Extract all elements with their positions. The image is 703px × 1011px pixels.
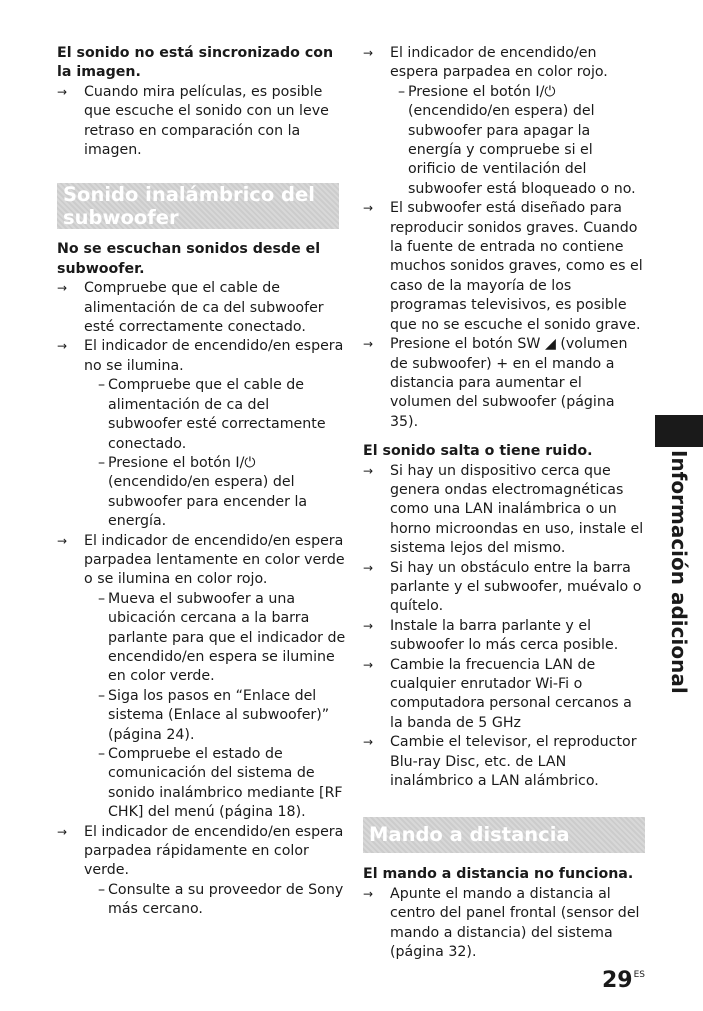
answer-text: El indicador de encendido/en espera parpadea en color rojo. xyxy=(390,45,608,81)
question-title: El mando a distancia no funciona. xyxy=(363,866,634,883)
dash-bullet: – xyxy=(98,881,106,898)
answer-text: Instale la barra parlante y el subwoofer lo más cerca posible. xyxy=(390,617,619,654)
page-number-value: 29 xyxy=(602,968,633,993)
answer-text: Presione el botón SW ◢ (volumen de subwoofer) + en el mando a distancia para aumentar el volumen del subwoofer (página 35). xyxy=(390,336,628,430)
question-title: No se escuchan sonidos desde el subwoofer. xyxy=(57,241,321,277)
arrow-icon: → xyxy=(363,201,374,216)
answer-text: El subwoofer está diseñado para reproducir sonidos graves. Cuando la fuente de entrada no contiene muchos sonidos graves, como es el caso de la mayoría de los programas televisivos, es posible que no se escuche el sonido grave. xyxy=(390,200,643,333)
sub-item-text: Presione el botón I/⏻ (encendido/en espera) del subwoofer para apagar la energía y compruebe si el orificio de ventilación del subwoofer está bloqueado o no. xyxy=(408,83,636,197)
sub-item xyxy=(57,376,347,454)
section-tab-marker xyxy=(655,415,703,447)
answer-item xyxy=(363,559,645,617)
answer-item xyxy=(57,823,347,881)
answer-item xyxy=(57,532,347,590)
answer-item xyxy=(57,337,347,376)
arrow-icon: → xyxy=(57,533,68,548)
arrow-icon: → xyxy=(363,657,374,672)
sub-item xyxy=(57,745,347,823)
sub-item-text: Presione el botón I/⏻ (encendido/en espera) del subwoofer para encender la energía. xyxy=(108,454,308,530)
answer-text: Si hay un obstáculo entre la barra parlante y el subwoofer, muévalo o quítelo. xyxy=(390,559,642,615)
sub-item xyxy=(57,454,347,532)
answer-text: Apunte el mando a distancia al centro del panel frontal (sensor del mando a distancia) del sistema (página 32). xyxy=(390,885,640,961)
answer-text: Cuando mira películas, es posible que escuche el sonido con un leve retraso en comparación con la imagen. xyxy=(84,83,329,159)
answer-item xyxy=(57,83,347,161)
arrow-icon: → xyxy=(363,618,374,633)
answer-item xyxy=(363,656,645,734)
answer-item xyxy=(363,335,645,432)
dash-bullet: – xyxy=(398,83,406,100)
sub-item-text: Siga los pasos en “Enlace del sistema (Enlace al subwoofer)” (página 24). xyxy=(108,687,330,743)
section-banner-subwoofer xyxy=(57,183,339,229)
answer-text: Cambie la frecuencia LAN de cualquier enrutador Wi-Fi o computadora personal cercanos a la banda de 5 GHz xyxy=(390,656,632,731)
section-title: Sonido inalámbrico del subwoofer xyxy=(63,183,315,230)
page-number xyxy=(602,966,646,993)
answer-item xyxy=(363,44,645,83)
sub-item-text: Compruebe el estado de comunicación del sistema de sonido inalámbrico mediante [RF CHK] del menú (página 18). xyxy=(108,746,343,821)
arrow-icon: → xyxy=(57,339,68,354)
page-language-suffix: ES xyxy=(633,970,646,980)
question-title: El sonido salta o tiene ruido. xyxy=(363,443,593,460)
dash-bullet: – xyxy=(98,687,106,704)
section-title: Mando a distancia xyxy=(369,823,570,847)
answer-text: Compruebe que el cable de alimentación de ca del subwoofer esté correctamente conectado. xyxy=(84,280,324,336)
answer-text: El indicador de encendido/en espera no se ilumina. xyxy=(84,338,344,374)
sub-item xyxy=(57,881,347,920)
sub-item xyxy=(57,590,347,687)
dash-bullet: – xyxy=(98,454,106,471)
arrow-icon: → xyxy=(57,84,68,99)
answer-item xyxy=(363,617,645,656)
arrow-icon: → xyxy=(57,281,68,296)
side-tab-label: Información adicional xyxy=(667,450,691,694)
sub-item xyxy=(363,83,645,199)
arrow-icon: → xyxy=(363,735,374,750)
spacer xyxy=(363,432,645,442)
answer-text: El indicador de encendido/en espera parpadea lentamente en color verde o se ilumina en color rojo. xyxy=(84,532,345,588)
arrow-icon: → xyxy=(363,463,374,478)
sub-item-text: Consulte a su proveedor de Sony más cercano. xyxy=(108,881,344,918)
answer-text: Si hay un dispositivo cerca que genera ondas electromagnéticas como una LAN inalámbrica o un horno microondas en uso, instale el sistema lejos del mismo. xyxy=(390,462,644,557)
answer-text: Cambie el televisor, el reproductor Blu-ray Disc, etc. de LAN inalámbrico a LAN alámbrico. xyxy=(390,734,637,790)
section-banner-remote xyxy=(363,817,645,853)
arrow-icon: → xyxy=(363,560,374,575)
left-column xyxy=(57,44,347,920)
arrow-icon: → xyxy=(363,46,374,60)
sub-item-text: Compruebe que el cable de alimentación de ca del subwoofer esté correctamente conectado. xyxy=(108,377,326,452)
answer-item xyxy=(363,199,645,335)
arrow-icon: → xyxy=(363,337,374,352)
sub-item xyxy=(57,687,347,745)
dash-bullet: – xyxy=(98,590,106,607)
dash-bullet: – xyxy=(98,377,106,394)
sub-item-text: Mueva el subwoofer a una ubicación cercana a la barra parlante para que el indicador de encendido/en espera se ilumine en color verde. xyxy=(108,590,346,685)
arrow-icon: → xyxy=(57,824,68,839)
dash-bullet: – xyxy=(98,746,106,762)
answer-item xyxy=(363,462,645,559)
right-column xyxy=(363,44,645,962)
answer-item xyxy=(57,279,347,337)
answer-item xyxy=(363,733,645,791)
question-title: El sonido no está sincronizado con la imagen. xyxy=(57,45,334,81)
arrow-icon: → xyxy=(363,886,374,901)
answer-text: El indicador de encendido/en espera parpadea rápidamente en color verde. xyxy=(84,823,344,879)
answer-item xyxy=(363,885,645,963)
